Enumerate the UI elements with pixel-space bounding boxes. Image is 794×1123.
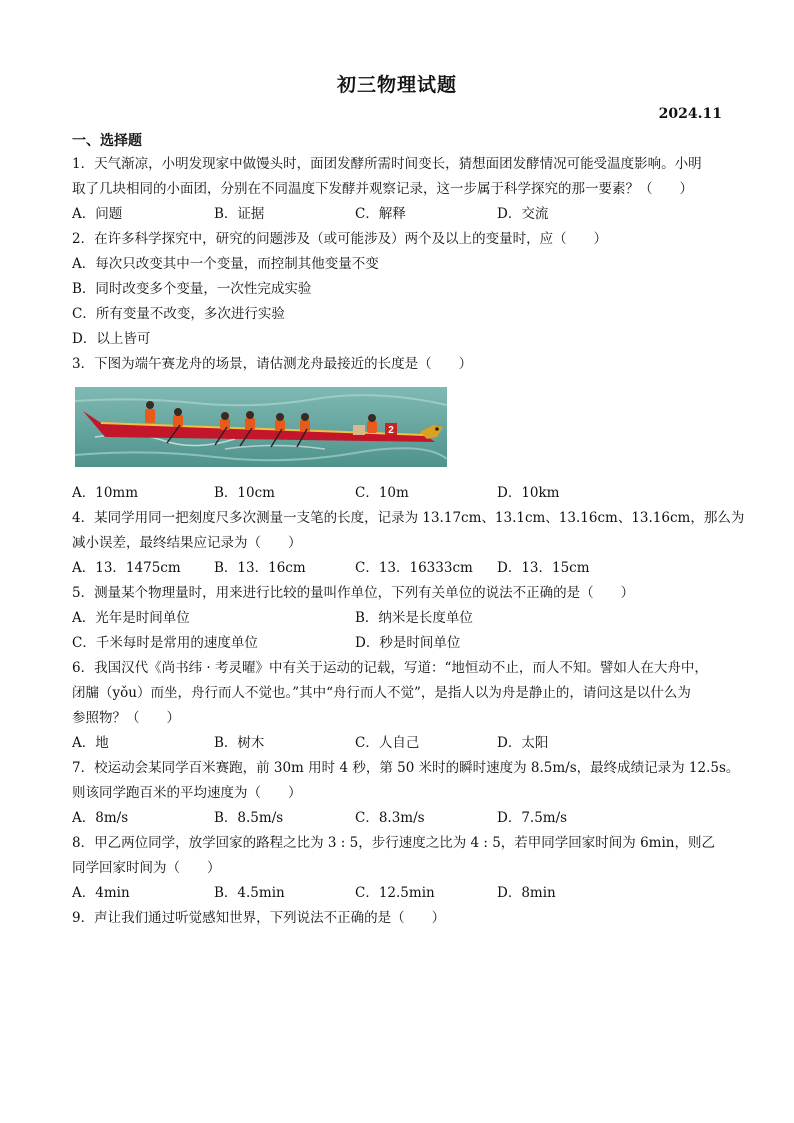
q1-option-d: D．交流 bbox=[497, 206, 549, 222]
q2-option-d: D．以上皆可 bbox=[72, 331, 151, 347]
q6-stem-line1: 6．我国汉代《尚书纬 · 考灵曜》中有关于运动的记载，写道：“地恒动不止，而人不知。譬如人在大舟中， bbox=[72, 660, 708, 676]
q4-option-d: D．13．15cm bbox=[497, 560, 590, 576]
q2-stem: 2．在许多科学探究中，研究的问题涉及（或可能涉及）两个及以上的变量时，应（ ） bbox=[72, 231, 608, 247]
q1-stem-line1: 1．天气渐凉，小明发现家中做馒头时，面团发酵所需时间变长，猜想面团发酵情况可能受温度影响。小明 bbox=[72, 156, 702, 172]
q1-option-b: B．证据 bbox=[214, 206, 265, 222]
q4-option-b: B．13．16cm bbox=[214, 560, 306, 576]
q7-stem-line1: 7．校运动会某同学百米赛跑，前 30m 用时 4 秒，第 50 米时的瞬时速度为 8.5m/s，最终成绩记录为 12.5s。 bbox=[72, 760, 740, 776]
q4-stem-line2: 减小误差，最终结果应记录为（ ） bbox=[72, 535, 302, 551]
q6-option-d: D．太阳 bbox=[497, 735, 549, 751]
q3-option-b: B．10cm bbox=[214, 485, 275, 501]
q4-option-a: A．13．1475cm bbox=[72, 560, 181, 576]
q5-option-c: C．千米每时是常用的速度单位 bbox=[72, 635, 258, 651]
q1-stem-line2: 取了几块相同的小面团，分别在不同温度下发酵并观察记录，这一步属于科学探究的那一要素？（ ） bbox=[72, 181, 693, 197]
q7-stem-line2: 则该同学跑百米的平均速度为（ ） bbox=[72, 785, 302, 801]
q3-stem: 3．下图为端午赛龙舟的场景，请估测龙舟最接近的长度是（ ） bbox=[72, 356, 473, 372]
q8-stem-line2: 同学回家时间为（ ） bbox=[72, 860, 221, 876]
q6-stem-line2: 闭牖（yǒu）而坐，舟行而人不觉也。”其中“舟行而人不觉”，是指人以为舟是静止的，请问这是以什么为 bbox=[72, 685, 691, 701]
q6-option-b: B．树木 bbox=[214, 735, 265, 751]
q2-option-a: A．每次只改变其中一个变量，而控制其他变量不变 bbox=[72, 256, 379, 272]
q3-option-d: D．10km bbox=[497, 485, 560, 501]
q4-option-c: C．13．16333cm bbox=[355, 560, 473, 576]
q7-option-a: A．8m/s bbox=[72, 810, 129, 826]
q2-option-b: B．同时改变多个变量，一次性完成实验 bbox=[72, 281, 312, 297]
q7-option-d: D．7.5m/s bbox=[497, 810, 568, 826]
q4-stem-line1: 4．某同学用同一把刻度尺多次测量一支笔的长度，记录为 13.17cm、13.1cm、13.16cm、13.16cm，那么为 bbox=[72, 510, 745, 526]
q5-option-d: D．秒是时间单位 bbox=[355, 635, 461, 651]
dragon-boat-photo bbox=[75, 387, 447, 467]
q6-stem-line3: 参照物？（ ） bbox=[72, 710, 180, 726]
page-title: 初三物理试题 bbox=[336, 74, 457, 96]
q3-option-c: C．10m bbox=[355, 485, 409, 501]
q1-option-c: C．解释 bbox=[355, 206, 406, 222]
q9-stem: 9．声让我们通过听觉感知世界，下列说法不正确的是（ ） bbox=[72, 910, 446, 926]
boat-number-label: 2 bbox=[388, 425, 394, 436]
q5-stem: 5．测量某个物理量时，用来进行比较的量叫作单位，下列有关单位的说法不正确的是（ ） bbox=[72, 585, 635, 601]
q7-option-c: C．8.3m/s bbox=[355, 810, 425, 826]
q7-option-b: B．8.5m/s bbox=[214, 810, 284, 826]
q8-option-b: B．4.5min bbox=[214, 885, 285, 901]
q5-option-b: B．纳米是长度单位 bbox=[355, 610, 473, 626]
q8-option-a: A．4min bbox=[72, 885, 130, 901]
q8-stem-line1: 8．甲乙两位同学，放学回家的路程之比为 3 : 5，步行速度之比为 4 : 5，若甲同学回家时间为 6min，则乙 bbox=[72, 835, 715, 851]
section-heading: 一、选择题 bbox=[72, 133, 142, 149]
q8-option-c: C．12.5min bbox=[355, 885, 435, 901]
q5-option-a: A．光年是时间单位 bbox=[72, 610, 190, 626]
q6-option-c: C．人自己 bbox=[355, 735, 420, 751]
q2-option-c: C．所有变量不改变，多次进行实验 bbox=[72, 306, 285, 322]
exam-date: 2024.11 bbox=[658, 106, 722, 122]
q1-option-a: A．问题 bbox=[72, 206, 123, 222]
q6-option-a: A．地 bbox=[72, 735, 109, 751]
q3-option-a: A．10mm bbox=[72, 485, 139, 501]
q8-option-d: D．8min bbox=[497, 885, 556, 901]
